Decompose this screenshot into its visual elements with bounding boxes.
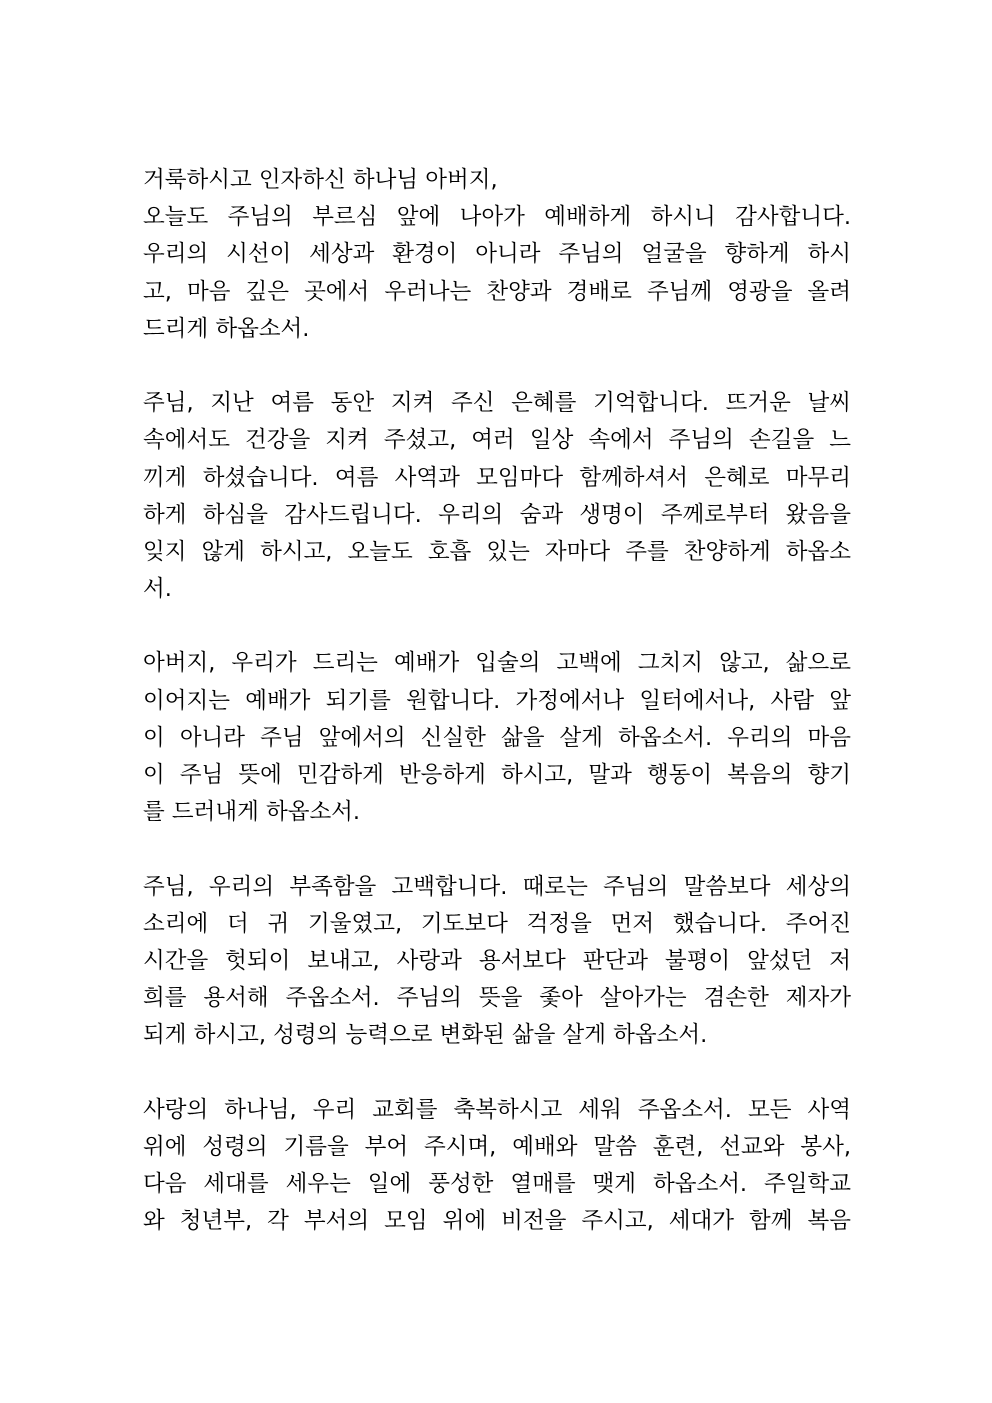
text-line: 아버지, 우리가 드리는 예배가 입술의 고백에 그치지 않고, 삶으로 bbox=[143, 650, 851, 677]
text-line: 사랑의 하나님, 우리 교회를 축복하시고 세워 주옵소서. 모든 사역 bbox=[143, 1096, 851, 1123]
text-line: 시간을 헛되이 보내고, 사랑과 용서보다 판단과 불평이 앞섰던 저 bbox=[143, 947, 851, 974]
paragraph-gap bbox=[143, 608, 851, 645]
text-line: 오늘도 주님의 부르심 앞에 나아가 예배하게 하시니 감사합니다. bbox=[143, 204, 851, 231]
text-line: 이어지는 예배가 되기를 원합니다. 가정에서나 일터에서나, 사람 앞 bbox=[143, 687, 851, 714]
text-line: 주님, 우리의 부족함을 고백합니다. 때로는 주님의 말씀보다 세상의 bbox=[143, 873, 851, 900]
text-line: 주님, 지난 여름 동안 지켜 주신 은혜를 기억합니다. 뜨거운 날씨 bbox=[143, 390, 851, 417]
text-line: 를 드러내게 하옵소서. bbox=[143, 799, 361, 826]
paragraph-1 bbox=[143, 162, 851, 348]
paragraph-gap bbox=[143, 1055, 851, 1092]
paragraph-3 bbox=[143, 645, 851, 831]
paragraph-4 bbox=[143, 869, 851, 1055]
text-line: 거룩하시고 인자하신 하나님 아버지, bbox=[143, 167, 498, 193]
paragraph-gap bbox=[143, 348, 851, 385]
paragraph-5 bbox=[143, 1092, 851, 1241]
text-line: 소리에 더 귀 기울였고, 기도보다 걱정을 먼저 했습니다. 주어진 bbox=[143, 910, 851, 937]
prayer-text bbox=[143, 162, 851, 1240]
text-line: 이 아니라 주님 앞에서의 신실한 삶을 살게 하옵소서. 우리의 마음 bbox=[143, 724, 851, 751]
text-line: 위에 성령의 기름을 부어 주시며, 예배와 말씀 훈련, 선교와 봉사, bbox=[143, 1133, 851, 1160]
text-line: 희를 용서해 주옵소서. 주님의 뜻을 좇아 살아가는 겸손한 제자가 bbox=[143, 985, 851, 1012]
text-line: 와 청년부, 각 부서의 모임 위에 비전을 주시고, 세대가 함께 복음 bbox=[143, 1208, 851, 1235]
text-line: 하게 하심을 감사드립니다. 우리의 숨과 생명이 주께로부터 왔음을 bbox=[143, 501, 851, 528]
text-line: 서. bbox=[143, 576, 172, 603]
text-line: 우리의 시선이 세상과 환경이 아니라 주님의 얼굴을 향하게 하시 bbox=[143, 241, 851, 268]
text-line: 고, 마음 깊은 곳에서 우러나는 찬양과 경배로 주님께 영광을 올려 bbox=[143, 278, 851, 305]
text-line: 잊지 않게 하시고, 오늘도 호흡 있는 자마다 주를 찬양하게 하옵소 bbox=[143, 538, 851, 565]
text-line: 되게 하시고, 성령의 능력으로 변화된 삶을 살게 하옵소서. bbox=[143, 1022, 708, 1049]
text-line: 드리게 하옵소서. bbox=[143, 315, 310, 342]
text-line: 이 주님 뜻에 민감하게 반응하게 하시고, 말과 행동이 복음의 향기 bbox=[143, 762, 851, 788]
paragraph-2 bbox=[143, 385, 851, 608]
text-line: 다음 세대를 세우는 일에 풍성한 열매를 맺게 하옵소서. 주일학교 bbox=[143, 1171, 851, 1198]
paragraph-gap bbox=[143, 831, 851, 868]
text-line: 끼게 하셨습니다. 여름 사역과 모임마다 함께하셔서 은혜로 마무리 bbox=[143, 464, 851, 491]
text-line: 속에서도 건강을 지켜 주셨고, 여러 일상 속에서 주님의 손길을 느 bbox=[143, 427, 851, 454]
